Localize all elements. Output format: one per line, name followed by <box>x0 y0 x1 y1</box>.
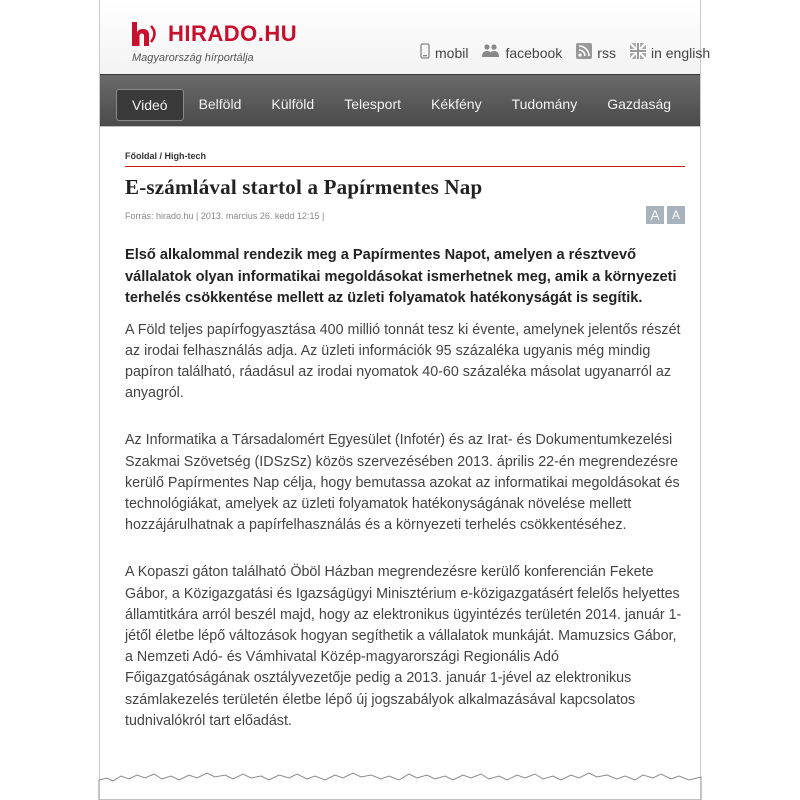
nav-item-telesport[interactable]: Telesport <box>344 96 401 112</box>
facebook-link[interactable] <box>482 43 562 62</box>
site-header <box>100 0 711 74</box>
nav-item-kulfold[interactable]: Külföld <box>271 96 315 112</box>
article-paragraph-2: Az Informatika a Társadalomért Egyesület (Infotér) és az Irat- és Dokumentumkezelési Szakmai Szövetség (IDSzSz) közös szervezésében 2013. április 22-én megrendezésre kerülő Papírmentes Nap célja, hogy bemutassa azokat az informatikai megoldásokat és technológiákat, amelyek az üzleti folyamatok hatékonyságának növelése mellett hozzájárulhatnak a papírfelhasználás és a környezeti terhelés csökkentéséhez. <box>125 432 680 534</box>
english-link-label: in english <box>650 44 711 61</box>
font-size-controls <box>646 206 685 224</box>
main-nav <box>100 74 700 127</box>
header-links <box>420 43 710 62</box>
nav-item-gazdasag[interactable]: Gazdaság <box>607 96 672 112</box>
font-increase-button[interactable]: A <box>646 206 664 224</box>
article-paragraph-3: A Kopaszi gáton található Öböl Házban megrendezésre kerülő konferencián Fekete Gábor, a Közigazgatási és Igazságügyi Minisztérium e-közigazgatásért felelős helyettes államtitkára arról beszél majd, hogy az elektronikus ügyintézés területén 2014. január 1-jétől életbe lépő változások hogyan segíthetik a vállalatok munkáját. Mamuzsics Gábor, a Nemzeti Adó- és Vámhivatal Közép-magyarországi Regionális Adó Főigazgatóságának osztályvezetője pedig a 2013. január 1-jével az elektronikus számlakezelés területén életbe lépő új jogszabályok alkalmazásával kapcsolatos tudnivalókról tart előadást. <box>125 564 682 729</box>
rss-icon <box>576 43 592 62</box>
article <box>125 151 685 732</box>
rss-link-label: rss <box>597 44 616 61</box>
facebook-people-icon <box>482 43 500 62</box>
article-title: E-számlával startol a Papírmentes Nap <box>125 175 483 199</box>
main-content <box>100 126 700 787</box>
nav-item-belfold[interactable]: Belföld <box>198 96 242 112</box>
site-tagline: Magyarország hírportálja <box>132 52 254 64</box>
nav-item-kekfeny[interactable]: Kékfény <box>431 96 482 112</box>
article-meta: Forrás: hirado.hu | 2013. március 26. kedd 12:15 | <box>125 211 325 221</box>
mobil-link-label: mobil <box>435 44 469 61</box>
breadcrumb[interactable]: Főoldal / High-tech <box>125 151 685 167</box>
english-link[interactable] <box>630 43 710 62</box>
torn-paper-edge <box>99 766 701 800</box>
rss-link[interactable] <box>576 43 616 62</box>
site-logo[interactable] <box>130 17 297 51</box>
hirado-logo-icon <box>130 20 160 48</box>
nav-item-video[interactable]: Videó <box>116 89 184 121</box>
mobile-icon <box>420 43 430 62</box>
logo-text: HIRADO.HU <box>168 21 298 46</box>
uk-flag-icon <box>630 43 646 62</box>
article-lead: Első alkalommal rendezik meg a Papírmentes Napot, amelyen a résztvevő vállalatok olyan informatikai megoldásokat ismerhetnek meg, amik a környezeti terhelés csökkentése mellett az üzleti folyamatok hatékonyságát is segítik. <box>125 247 677 306</box>
webpage <box>99 0 711 780</box>
article-meta-row <box>125 206 685 226</box>
mobil-link[interactable] <box>420 43 468 62</box>
font-decrease-button[interactable]: A <box>667 206 685 224</box>
article-paragraph-1: A Föld teljes papírfogyasztása 400 millió tonnát tesz ki évente, amelynek jelentős részét az irodai felhasználás adja. Az üzleti információk 95 százaléka ugyanis még mindig papíron található, ráadásul az irodai nyomatok 40-60 százaléka másolat ugyanarról az anyagról. <box>125 321 681 402</box>
facebook-link-label: facebook <box>505 44 563 61</box>
nav-item-tudomany[interactable]: Tudomány <box>511 96 578 112</box>
